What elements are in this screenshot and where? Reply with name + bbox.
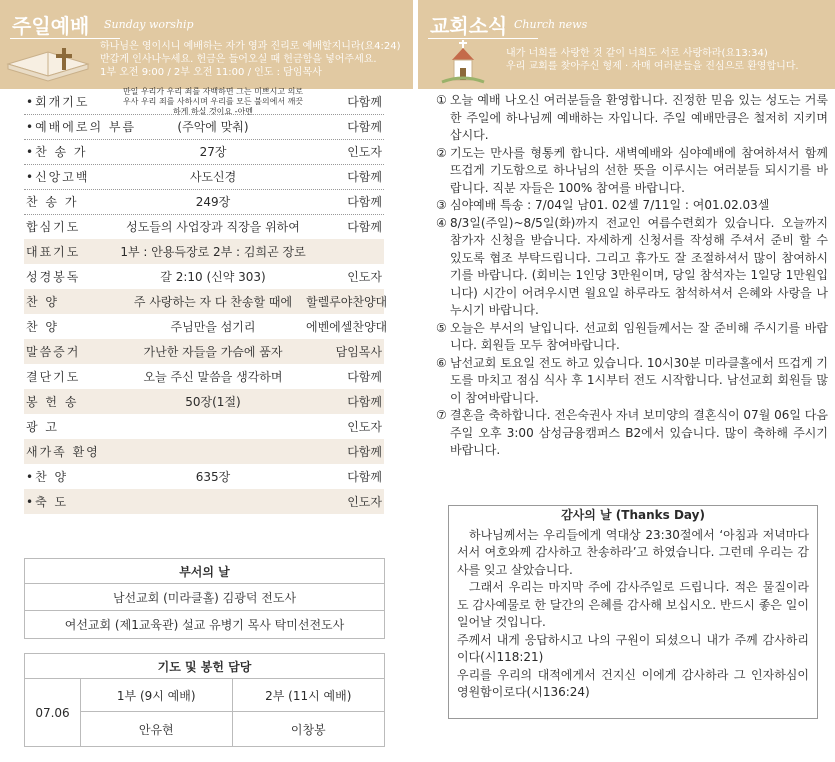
worship-row — [24, 414, 384, 439]
worship-row — [24, 439, 384, 464]
news-number: ⑤ — [436, 320, 447, 335]
worship-header — [0, 0, 413, 89]
worship-row — [24, 189, 384, 214]
worship-row-label: •예배에로의 부름 — [26, 120, 137, 134]
worship-row-label: 새가족 환영 — [26, 445, 100, 459]
news-item — [436, 407, 828, 460]
news-number: ③ — [436, 198, 447, 212]
news-number: ① — [436, 93, 447, 107]
news-item — [436, 197, 828, 215]
worship-row-label: 말씀증거 — [26, 345, 81, 359]
worship-row-leader: 인도자 — [347, 495, 382, 509]
worship-row — [24, 314, 388, 339]
worship-row — [24, 214, 384, 239]
worship-row-content: 가난한 자들을 가슴에 품자 — [143, 345, 283, 359]
news-text: 결혼을 축하합니다. 전은숙권사 자녀 보미양의 결혼식이 07월 06일 다음 주일 오후 3:00 삼성금융캠퍼스 B2에서 있습니다. 많이 축하해 주시기 바랍니다. — [450, 408, 828, 457]
news-item — [436, 355, 828, 408]
news-item — [436, 92, 828, 145]
worship-row-label: 결단기도 — [26, 370, 81, 384]
worship-row-label: •축 도 — [26, 495, 69, 509]
worship-row — [24, 339, 384, 364]
worship-intro — [100, 40, 401, 79]
news-item — [436, 320, 828, 355]
worship-row — [24, 164, 384, 189]
worship-row — [24, 464, 384, 489]
news-text: 오늘은 부서의 날입니다. 선교회 임원들께서는 잘 준비해 주시기를 바랍니다. 회원들 모두 참여바랍니다. — [450, 320, 828, 352]
worship-row-leader: 다함께 — [347, 395, 382, 409]
worship-subtitle: Sunday worship — [104, 18, 194, 31]
department-day-title: 부서의 날 — [25, 559, 384, 584]
worship-row — [24, 389, 384, 414]
service-1-label: 1부 (9시 예배) — [81, 679, 233, 712]
worship-row-leader: 다함께 — [347, 370, 382, 384]
service-2-label: 2부 (11시 예배) — [233, 679, 385, 712]
worship-intro-line: 하나님은 영이시니 예배하는 자가 영과 진리로 예배할지니라(요4:24) — [100, 41, 401, 52]
worship-row-leader: 인도자 — [347, 145, 382, 159]
news-intro-line: 우리 교회를 찾아주신 형제 · 자매 여러분들을 진심으로 환영합니다. — [506, 61, 799, 72]
worship-row-content: 성도들의 사업장과 직장을 위하여 — [126, 220, 300, 234]
worship-row-label: 광 고 — [26, 420, 59, 434]
department-line: 남선교회 (미라클홀) 김광덕 전도사 — [25, 584, 384, 611]
thanks-paragraph: 그래서 우리는 마지막 주에 감사주일로 드립니다. 적은 물질이라도 감사예물로 한 달간의 은혜를 감사해 보십시오. 반드시 좋은 일이 일어날 것입니다. — [457, 580, 809, 629]
news-intro-line: 내가 너희를 사랑한 것 같이 너희도 서로 사랑하라(요13:34) — [506, 48, 768, 59]
worship-row-label: 봉 헌 송 — [26, 395, 79, 409]
worship-row — [24, 139, 384, 164]
news-text: 오늘 예배 나오신 여러분들을 환영합니다. 진정한 믿음 있는 성도는 거룩한 주일에 하나님께 예배하는 자입니다. 주일 예배만큼은 철저히 지키며 삽시다. — [450, 93, 828, 142]
worship-row-label: •회개기도 — [26, 95, 90, 109]
news-subtitle: Church news — [514, 18, 588, 31]
worship-row-leader: 인도자 — [347, 420, 382, 434]
worship-row — [24, 364, 384, 389]
worship-row-label: 대표기도 — [26, 245, 81, 259]
worship-row-content: 만일 우리가 우리 죄를 자백하면 그는 미쁘시고 의로우사 우리 죄를 사하시며 우리를 모든 불의에서 깨끗하게 하실 것이요 -아멘 — [122, 86, 304, 116]
prayer-date: 07.06 — [25, 679, 81, 746]
worship-row-leader: 인도자 — [347, 270, 382, 284]
prayer-offering-box — [24, 653, 385, 747]
news-title: 교회소식 — [430, 14, 508, 38]
worship-intro-line: 반갑게 인사나누세요. 헌금은 들어오실 때 헌금함을 넣어주세요. — [100, 54, 377, 65]
worship-row-content: 주님만을 섬기리 — [170, 320, 256, 334]
department-line: 여선교회 (제1교육관) 설교 유병기 목사 탁미선전도사 — [64, 618, 345, 632]
thanks-verse: 주께서 내게 응답하시고 나의 구원이 되셨으니 내가 주께 감사하리이다(시118:21) — [457, 632, 809, 664]
worship-row-content: 오늘 주신 말씀을 생각하며 — [143, 370, 283, 384]
worship-row-content: 50장(1절) — [185, 395, 241, 409]
worship-row-leader: 할렐루야찬양대 — [306, 295, 388, 309]
worship-row — [24, 239, 384, 264]
worship-row-leader: 담임목사 — [335, 345, 382, 359]
worship-row-label: 찬 송 가 — [26, 195, 79, 209]
thanks-paragraph: 하나님께서는 우리들에게 역대상 23:30절에서 ‘아침과 저녁마다 서서 여호와께 감사하고 찬송하라’고 하였습니다. 그런데 우리는 감사를 잊고 살았습니다. — [457, 527, 809, 577]
news-intro — [506, 47, 799, 73]
worship-row — [24, 86, 384, 116]
worship-row-content: 사도신경 — [189, 170, 237, 184]
worship-row — [24, 264, 384, 289]
worship-row-leader: 다함께 — [347, 470, 382, 484]
news-header — [418, 0, 835, 89]
thanks-day-title: 감사의 날 (Thanks Day) — [561, 508, 705, 522]
news-section — [418, 0, 835, 762]
news-text: 남선교회 토요일 전도 하고 있습니다. 10시30분 미라클홀에서 뜨겁게 기도를 마치고 점심 식사 후 1시부터 전도 시작합니다. 남선교회 회원들 많이 참여바랍니다. — [450, 355, 828, 405]
worship-row-leader: 다함께 — [347, 120, 382, 134]
worship-row-label: 합심기도 — [26, 220, 81, 234]
worship-row-content: 249장 — [195, 195, 231, 209]
prayer-offering-title: 기도 및 봉헌 담당 — [25, 654, 384, 679]
thanks-day-box — [448, 505, 818, 719]
worship-row — [24, 289, 388, 314]
worship-row-content: 주 사랑하는 자 다 찬송할 때에 — [133, 295, 293, 309]
worship-row-label: •찬 양 — [26, 470, 69, 484]
news-number: ⑥ — [436, 355, 447, 370]
news-item — [436, 145, 828, 198]
worship-section — [0, 0, 413, 762]
worship-row-content: 갈 2:10 (신약 303) — [160, 270, 266, 284]
news-text: 기도는 만사를 형통케 합니다. 새벽예배와 심야예배에 참여하셔서 함께 뜨겁게 기도함으로 하나님의 선한 뜻을 이루시는 여러분들 되시기를 바랍니다. 직분 자들은 100% 참여를 바랍니다. — [450, 145, 828, 195]
worship-row-content: (주악에 맞춰) — [177, 120, 249, 134]
service-1-name: 안유현 — [81, 712, 233, 746]
thanks-verse: 우리를 우리의 대적에게서 건지신 이에게 감사하라 그 인자하심이 영원함이로다(시136:24) — [457, 667, 809, 699]
worship-row-content: 1부 : 안용득장로 2부 : 김희곤 장로 — [120, 245, 306, 259]
worship-row-leader: 다함께 — [347, 195, 382, 209]
worship-row-content: 27장 — [199, 145, 227, 159]
service-2-name: 이창봉 — [290, 722, 326, 737]
worship-row — [24, 114, 384, 139]
worship-row-label: 성경봉독 — [26, 270, 81, 284]
news-number: ④ — [436, 215, 447, 230]
worship-row-label: 찬 양 — [26, 295, 59, 309]
news-number: ⑦ — [436, 408, 447, 422]
worship-row-label: 찬 양 — [26, 320, 59, 334]
news-number: ② — [436, 145, 447, 160]
worship-row-leader: 다함께 — [347, 170, 382, 184]
worship-row-leader: 다함께 — [347, 95, 382, 109]
worship-intro-line: 1부 오전 9:00 / 2부 오전 11:00 / 인도 : 담임목사 — [100, 67, 322, 78]
worship-title: 주일예배 — [12, 14, 90, 38]
news-list — [436, 92, 828, 460]
news-text: 심야예배 특송 : 7/04일 남01. 02셀 7/11일 : 여01.02.03셀 — [450, 198, 770, 212]
worship-row-label: •신앙고백 — [26, 170, 90, 184]
worship-row-label: •찬 송 가 — [26, 145, 88, 159]
news-item — [436, 215, 828, 320]
worship-row-content: 635장 — [195, 470, 231, 484]
worship-row — [24, 489, 384, 514]
worship-row-leader: 에벤에셀찬양대 — [306, 320, 388, 334]
department-day-box — [24, 558, 385, 639]
prayer-offering-grid — [25, 679, 384, 746]
title-underline — [10, 38, 120, 39]
church-icon — [438, 38, 488, 84]
bible-icon — [4, 42, 92, 84]
worship-row-leader: 다함께 — [347, 220, 382, 234]
news-text: 8/3일(주일)~8/5일(화)까지 전교인 여름수련회가 있습니다. 오늘까지 참가자 신청을 받습니다. 자세하게 신청서를 작성해 주셔서 준비 할 수 있도록 협조 부탁드립니다. 그리고 휴가도 잘 조절하셔서 많이 참여하시기를 바랍니다. (회비는 1인당 3만원이며, 당일 참석자는 1일당 1만원입니다) 시간이 어려우시면 월요일 하루라도 참석하셔서 은혜와 사랑을 나누시기 바랍니다. — [450, 215, 828, 317]
worship-row-leader: 다함께 — [347, 445, 382, 459]
